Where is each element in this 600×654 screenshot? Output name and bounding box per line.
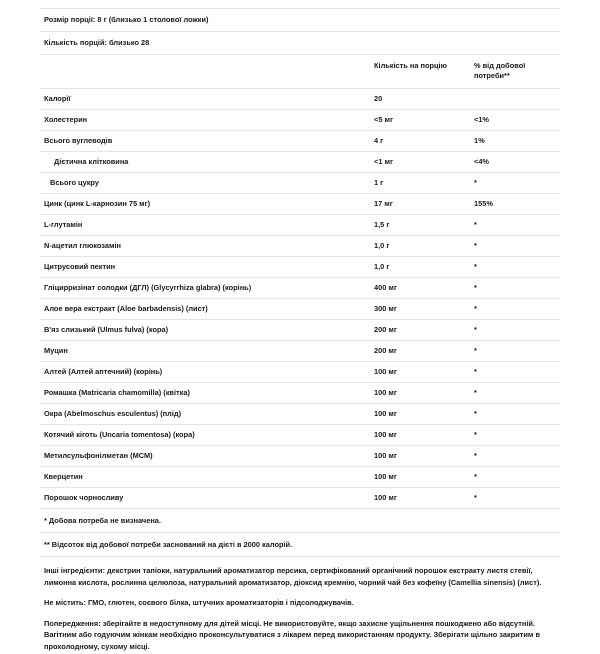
nutrient-daily-value: * xyxy=(470,488,560,509)
nutrient-daily-value: * xyxy=(470,383,560,404)
nutrient-name: Цинк (цинк L-карнозин 75 мг) xyxy=(40,194,370,215)
nutrient-name: Дієтична клітковина xyxy=(40,152,370,173)
nutrient-daily-value: * xyxy=(470,215,560,236)
nutrient-amount: 400 мг xyxy=(370,278,470,299)
nutrient-daily-value: * xyxy=(470,173,560,194)
nutrient-amount: 100 мг xyxy=(370,404,470,425)
nutrient-daily-value: * xyxy=(470,257,560,278)
table-row xyxy=(40,173,560,194)
nutrient-amount: 100 мг xyxy=(370,425,470,446)
nutrient-name: Холестерин xyxy=(40,110,370,131)
nutrient-name: Котячий кіготь (Uncaria tomentosa) (кора) xyxy=(40,425,370,446)
nutrient-daily-value: * xyxy=(470,446,560,467)
table-row xyxy=(40,320,560,341)
serving-size-row xyxy=(40,9,560,32)
nutrient-daily-value: * xyxy=(470,404,560,425)
nutrient-daily-value: * xyxy=(470,425,560,446)
nutrient-name: Метилсульфонілметан (МСМ) xyxy=(40,446,370,467)
table-row xyxy=(40,299,560,320)
nutrient-amount: 300 мг xyxy=(370,299,470,320)
nutrient-name: Всього цукру xyxy=(40,173,370,194)
nutrient-daily-value: 155% xyxy=(470,194,560,215)
servings-per-container-row xyxy=(40,32,560,55)
footnote-percent-basis: ** Відсоток від добової потреби заснований на дієті в 2000 калорій. xyxy=(40,533,560,557)
table-row xyxy=(40,236,560,257)
header-amount-per-serving: Кількість на порцію xyxy=(370,55,470,89)
footnotes-section xyxy=(40,509,560,654)
nutrient-amount: 100 мг xyxy=(370,446,470,467)
nutrient-name: Алтей (Алтей аптечний) (корінь) xyxy=(40,362,370,383)
nutrient-daily-value: <4% xyxy=(470,152,560,173)
warning-paragraph: Попередження: зберігайте в недоступному для дітей місці. Не використовуйте, якщо захисне ущільнення пошкоджено або відсутній. Вагітним або годуючим жінкам необхідно проконсультуватися з лікарем перед використанням продукту. Зберігати щільно закритим в прохолодному, сухому місці. xyxy=(40,611,560,654)
nutrient-name: Муцин xyxy=(40,341,370,362)
table-row xyxy=(40,278,560,299)
nutrient-name: N-ацетил глюкозамін xyxy=(40,236,370,257)
table-row xyxy=(40,362,560,383)
nutrient-daily-value: * xyxy=(470,467,560,488)
nutrient-name: Гліцирризінат солодки (ДГЛ) (Glycyrrhiza glabra) (корінь) xyxy=(40,278,370,299)
nutrient-daily-value: * xyxy=(470,278,560,299)
nutrient-amount: 100 мг xyxy=(370,488,470,509)
nutrient-daily-value: * xyxy=(470,362,560,383)
table-row xyxy=(40,446,560,467)
nutrient-name: Алое вера екстракт (Aloe barbadensis) (лист) xyxy=(40,299,370,320)
nutrient-amount: 200 мг xyxy=(370,320,470,341)
supplement-facts-body xyxy=(40,9,560,89)
table-row xyxy=(40,404,560,425)
nutrient-amount: 200 мг xyxy=(370,341,470,362)
nutrient-daily-value xyxy=(470,89,560,110)
table-row xyxy=(40,383,560,404)
nutrient-amount: 1,0 г xyxy=(370,236,470,257)
servings-per-container-text: Кількість порцій: близько 28 xyxy=(40,32,560,55)
nutrient-daily-value: * xyxy=(470,320,560,341)
table-row xyxy=(40,215,560,236)
nutrient-rows xyxy=(40,89,560,509)
table-row xyxy=(40,467,560,488)
nutrient-name: Ромашка (Matricaria chamomilla) (квітка) xyxy=(40,383,370,404)
supplement-facts-page xyxy=(0,8,600,608)
table-header-row xyxy=(40,55,560,89)
table-row xyxy=(40,257,560,278)
nutrient-name: L-глутамін xyxy=(40,215,370,236)
nutrient-amount: <5 мг xyxy=(370,110,470,131)
nutrient-amount: 1,5 г xyxy=(370,215,470,236)
supplement-facts-table xyxy=(40,8,560,509)
header-daily-value: % від добової потреби** xyxy=(470,55,560,89)
nutrient-name: Калорії xyxy=(40,89,370,110)
nutrient-name: Цитрусовий пектин xyxy=(40,257,370,278)
table-row xyxy=(40,89,560,110)
nutrient-amount: 100 мг xyxy=(370,362,470,383)
nutrient-name: Окра (Abelmoschus esculentus) (плід) xyxy=(40,404,370,425)
nutrient-daily-value: * xyxy=(470,299,560,320)
table-row xyxy=(40,425,560,446)
header-nutrient-name xyxy=(40,55,370,89)
nutrient-daily-value: * xyxy=(470,236,560,257)
table-row xyxy=(40,131,560,152)
nutrient-amount: 4 г xyxy=(370,131,470,152)
nutrient-amount: 1 г xyxy=(370,173,470,194)
nutrient-name: В'яз слизький (Ulmus fulva) (кора) xyxy=(40,320,370,341)
nutrient-daily-value: * xyxy=(470,341,560,362)
nutrient-daily-value: 1% xyxy=(470,131,560,152)
nutrient-name: Всього вуглеводів xyxy=(40,131,370,152)
nutrient-amount: 1,0 г xyxy=(370,257,470,278)
table-row xyxy=(40,488,560,509)
nutrient-amount: 100 мг xyxy=(370,467,470,488)
nutrient-amount: 17 мг xyxy=(370,194,470,215)
serving-size-text: Розмір порції: 8 г (близько 1 столової ложки) xyxy=(40,9,560,32)
nutrient-name: Порошок чорносливу xyxy=(40,488,370,509)
table-row xyxy=(40,110,560,131)
nutrient-amount: 100 мг xyxy=(370,383,470,404)
other-ingredients-paragraph: Інші інгредієнти: декстрин тапіоки, натуральний ароматизатор персика, сертифікований органічний порошок екстракту листя стевії, лимонна кислота, рослинна целюлоза, натуральний ароматизатор, діоксид кремнію, чорний чай без кофеїну (Camellia sinensis) (лист). xyxy=(40,557,560,590)
footnote-daily-value-not-established: * Добова потреба не визначена. xyxy=(40,509,560,533)
nutrient-amount: 20 xyxy=(370,89,470,110)
table-row xyxy=(40,341,560,362)
table-row xyxy=(40,152,560,173)
table-row xyxy=(40,194,560,215)
free-from-paragraph: Не містить: ГМО, глютен, соєвого білка, штучних ароматизаторів і підсолоджувачів. xyxy=(40,590,560,611)
nutrient-daily-value: <1% xyxy=(470,110,560,131)
nutrient-amount: <1 мг xyxy=(370,152,470,173)
nutrient-name: Кверцетин xyxy=(40,467,370,488)
